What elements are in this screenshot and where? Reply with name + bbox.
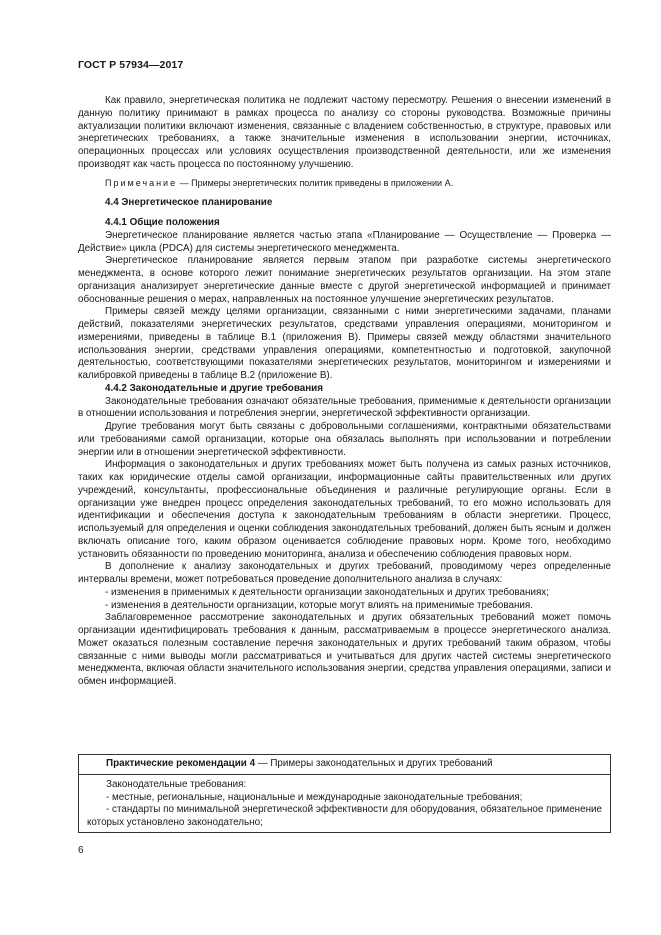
box-content <box>79 775 610 832</box>
paragraph: Другие требования могут быть связаны с добровольными соглашениями, контрактными обязательствами или требованиями самой организации, которые она обязалась выполнять при использовании и потреблении энергии или в отношении энергетической эффективности. <box>78 421 611 458</box>
list-item: - изменения в применимых к деятельности организации законодательных и других требованиях; <box>105 586 549 598</box>
box-title-rest: — Примеры законодательных и других требований <box>255 758 493 769</box>
paragraph: Энергетическое планирование является первым этапом при разработке системы энергетического менеджмента, в основе которого лежит понимание энергетических результатов организации. На этом этапе организация анализирует энергетические данные вместе с другой энергетической информацией и принимает обоснованные решения о мерах, направленных на постоянное улучшение энергетических результатов. <box>78 255 611 305</box>
paragraph: Примеры связей между целями организации, связанными с ними энергетическими задачами, планами действий, показателями энергетических результатов, средствами управления операциями, мониторингом и измерениями, приведены в таблице В.1 (приложения В). Примеры связей между областями значительного использования энергии, средствами управления операциями, компетентностью и подготовкой, закупочной деятельностью, соответствующими показателями энергетических результатов, мониторингом и измерениями и калибровкой приведены в таблице В.2 (приложение В). <box>78 306 611 381</box>
box-line: Законодательные требования: <box>106 778 247 790</box>
paragraph: Энергетическое планирование является частью этапа «Планирование — Осуществление — Проверка — Действие» цикла (PDCA) для системы энергетического менеджмента. <box>78 229 611 254</box>
note-label: Примечание <box>105 177 178 188</box>
intro-paragraph: Как правило, энергетическая политика не подлежит частому пересмотру. Решения о внесении изменений в данную политику принимают в рамках процесса по анализу со стороны руководства. Возможные причины актуализации политики включают изменения, связанные с владением собственностью, в структуре, правовых или энергетических требованиях, а также значительные изменения в использовании энергии, источниках, операционных процессах или условиях осуществления производственной деятельности, или же изменения производят как часть процесса по постоянному улучшению. <box>78 95 611 170</box>
note <box>78 177 611 190</box>
list-item: - изменения в деятельности организации, которые могут влиять на применимые требования. <box>105 599 533 611</box>
paragraph: Информация о законодательных и других требованиях может быть получена из самых разных источников, таких как юридические отделы самой организации, информационные сайты правительственных или других учреждений, консультанты, профессиональные объединения и различные регулирующие органы. Если в организации уже внедрен процесс определения законодательных требований, то его можно использовать для идентификации и обеспечения доступа к законодательным требованиям в области энергетики. Процесс, используемый для определения и оценки соблюдения законодательных требований, должен быть ясным и должен включать описание того, каким образом оценивается соблюдение правовых норм. Кроме того, необходимо установить обязанности по проведению мониторинга, анализа и обеспечению соблюдения правовых норм. <box>78 459 611 560</box>
page-number: 6 <box>78 845 84 856</box>
box-line: - местные, региональные, национальные и международные законодательные требования; <box>106 791 523 803</box>
conditions-list <box>78 587 611 613</box>
paragraph: Заблаговременное рассмотрение законодательных и других обязательных требований может помочь организации идентифицировать требования к данным, рассматриваемым в процессе энергетического анализа. Может оказаться полезным составление перечня законодательных и других требований таким образом, чтобы связанные с ними выводы могли рассматриваться и учитываться для других частей системы энергетического менеджмента, включая области значительного использования энергии, средства управления операциями, записи и обмен информацией. <box>78 612 611 687</box>
standard-designation: ГОСТ Р 57934—2017 <box>78 59 184 71</box>
subsection-heading-4-4-2: 4.4.2 Законодательные и другие требования <box>105 382 323 394</box>
paragraph: В дополнение к анализу законодательных и других требований, проводимому через определенные интервалы времени, может потребоваться проведение дополнительного анализа в случаях: <box>78 561 611 585</box>
practical-recommendations-box <box>78 754 611 833</box>
box-title-bold: Практические рекомендации 4 <box>106 758 256 769</box>
section-heading-4-4: 4.4 Энергетическое планирование <box>105 197 273 209</box>
paragraph: Законодательные требования означают обязательные требования, применимые к деятельности организации в отношении использования и потребления энергии, энергетической эффективности организации. <box>78 395 611 420</box>
subsection-heading-4-4-1: 4.4.1 Общие положения <box>105 217 220 228</box>
box-line: - стандарты по минимальной энергетической эффективности для оборудования, обязательное применение которых установлено законодательно; <box>87 804 602 828</box>
box-title <box>79 755 610 775</box>
document-body <box>78 95 611 689</box>
note-text: — Примеры энергетических политик приведены в приложении А. <box>177 177 454 188</box>
